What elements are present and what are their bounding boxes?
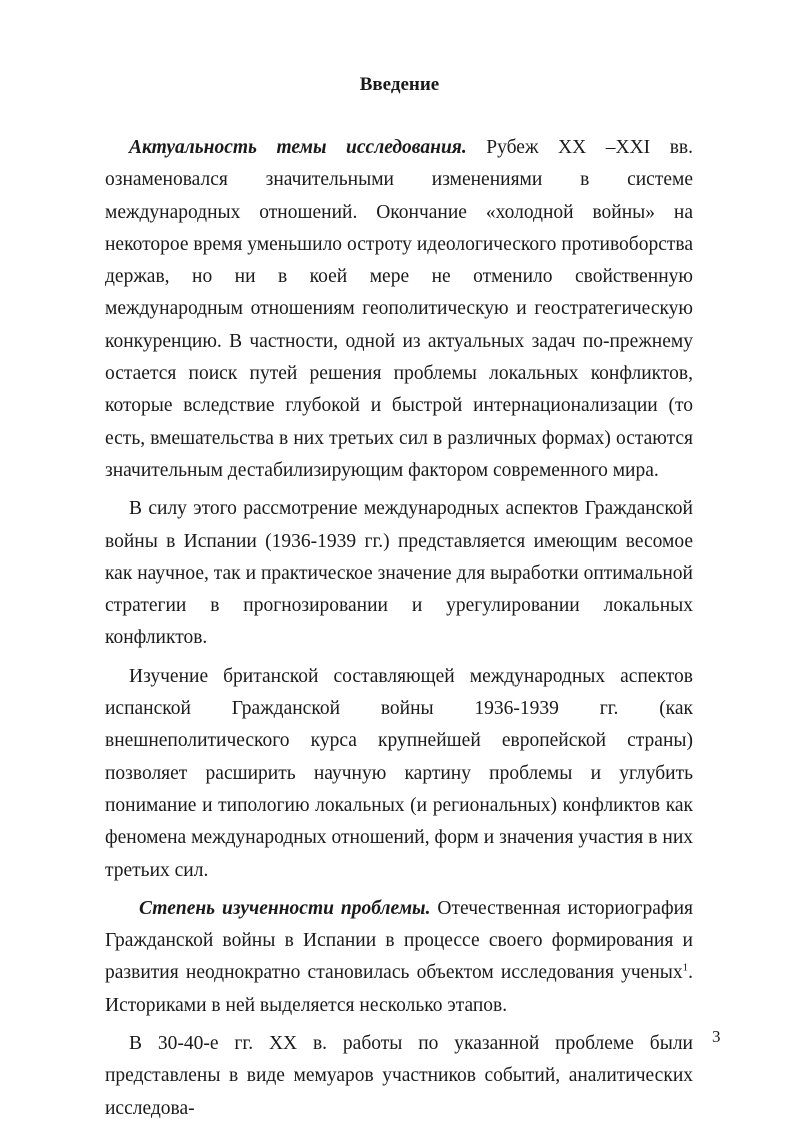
paragraph-text: В силу этого рассмотрение международных аспектов Гражданской войны в Испании (1936-1939 гг.) представляется имеющим весомое как научное, так и практическое значение для выработки оптимальной стратегии в прогнозировании и урегулировании локальных конфликтов. bbox=[105, 498, 693, 649]
paragraph-significance bbox=[105, 493, 693, 654]
paragraph-30-40s bbox=[105, 1028, 693, 1125]
paragraph-relevance bbox=[105, 132, 693, 487]
paragraph-historiography bbox=[105, 893, 693, 1022]
paragraph-lead: Актуальность темы исследования. bbox=[129, 137, 467, 158]
page-number: 3 bbox=[712, 1027, 721, 1046]
paragraph-text-continued: . Историками в ней выделяется несколько этапов. bbox=[105, 962, 693, 1016]
footnote-marker[interactable]: 1 bbox=[682, 961, 689, 974]
paragraph-text: В 30-40-е гг. XX в. работы по указанной проблеме были представлены в виде мемуаров участников событий, аналитических исследова- bbox=[105, 1033, 693, 1119]
paragraph-british-component bbox=[105, 661, 693, 887]
paragraph-text: Изучение британской составляющей международных аспектов испанской Гражданской войны 1936-1939 гг. (как внешнеполитического курса крупнейшей европейской страны) позволяет расширить научную картину проблемы и углубить понимание и типологию локальных (и региональных) конфликтов как феномена международных отношений, форм и значения участия в них третьих сил. bbox=[105, 665, 693, 881]
paragraph-lead: Степень изученности проблемы. bbox=[139, 897, 431, 919]
document-title: Введение bbox=[359, 74, 440, 95]
paragraph-text: Рубеж XX –XXI вв. ознаменовался значительными изменениями в системе международных отношений. Окончание «холодной войны» на некоторое время уменьшило остроту идеологического противоборства держав, но ни в коей мере не отменило свойственную международным отношениям геополитическую и геостратегическую конкуренцию. В частности, одной из актуальных задач по-прежнему остается поиск путей решения проблемы локальных конфликтов, которые вследствие глубокой и быстрой интернационализации (то есть, вмешательства в них третьих сил в различных формах) остаются значительным дестабилизирующим фактором современного мира. bbox=[105, 137, 693, 481]
document-body bbox=[105, 132, 693, 1131]
paragraph-text: Отечественная историография Гражданской войны в Испании в процессе своего формирования и развития неоднократно становилась объектом исследования ученых bbox=[105, 897, 693, 984]
